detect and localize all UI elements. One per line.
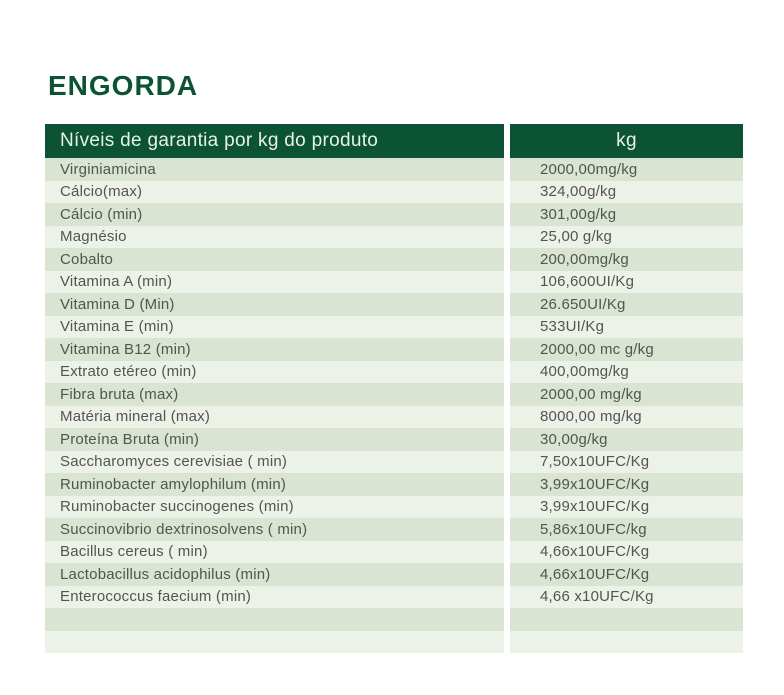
row-guarantee-value: 106,600UI/Kg (510, 271, 743, 294)
row-nutrient-label: Virginiamicina (45, 158, 504, 181)
row-nutrient-label: Fibra bruta (max) (45, 383, 504, 406)
row-guarantee-value: 4,66 x10UFC/Kg (510, 586, 743, 609)
row-guarantee-value: 4,66x10UFC/Kg (510, 563, 743, 586)
row-guarantee-value: 2000,00mg/kg (510, 158, 743, 181)
table-body (45, 158, 743, 653)
page-title: ENGORDA (48, 70, 199, 101)
table-row (45, 361, 743, 384)
row-nutrient-label: Saccharomyces cerevisiae ( min) (45, 451, 504, 474)
row-guarantee-value: 8000,00 mg/kg (510, 406, 743, 429)
row-nutrient-label: Proteína Bruta (min) (45, 428, 504, 451)
row-guarantee-value: 2000,00 mg/kg (510, 383, 743, 406)
row-nutrient-label: Bacillus cereus ( min) (45, 541, 504, 564)
row-nutrient-label: Ruminobacter amylophilum (min) (45, 473, 504, 496)
row-nutrient-label: Extrato etéreo (min) (45, 361, 504, 384)
table-row (45, 608, 743, 631)
row-nutrient-label: Enterococcus faecium (min) (45, 586, 504, 609)
row-nutrient-label: Vitamina B12 (min) (45, 338, 504, 361)
table-row (45, 496, 743, 519)
table-row (45, 563, 743, 586)
row-guarantee-value: 200,00mg/kg (510, 248, 743, 271)
row-guarantee-value: 26.650UI/Kg (510, 293, 743, 316)
table-row (45, 518, 743, 541)
header-guarantee-label: Níveis de garantia por kg do produto (45, 124, 504, 158)
table-row (45, 473, 743, 496)
table-row (45, 226, 743, 249)
table-row (45, 158, 743, 181)
row-guarantee-value: 30,00g/kg (510, 428, 743, 451)
row-guarantee-value: 533UI/Kg (510, 316, 743, 339)
row-nutrient-label: Vitamina A (min) (45, 271, 504, 294)
row-nutrient-label (45, 608, 504, 631)
row-guarantee-value (510, 608, 743, 631)
table-row (45, 293, 743, 316)
guarantee-table (45, 124, 743, 653)
row-guarantee-value: 4,66x10UFC/Kg (510, 541, 743, 564)
row-nutrient-label: Vitamina E (min) (45, 316, 504, 339)
row-nutrient-label (45, 631, 504, 654)
row-guarantee-value: 3,99x10UFC/Kg (510, 496, 743, 519)
row-guarantee-value: 400,00mg/kg (510, 361, 743, 384)
table-row (45, 631, 743, 654)
table-header-row (45, 124, 743, 158)
row-nutrient-label: Magnésio (45, 226, 504, 249)
row-guarantee-value: 3,99x10UFC/Kg (510, 473, 743, 496)
row-nutrient-label: Matéria mineral (max) (45, 406, 504, 429)
row-nutrient-label: Ruminobacter succinogenes (min) (45, 496, 504, 519)
row-guarantee-value: 25,00 g/kg (510, 226, 743, 249)
row-guarantee-value (510, 631, 743, 654)
table-row (45, 451, 743, 474)
row-nutrient-label: Lactobacillus acidophilus (min) (45, 563, 504, 586)
table-row (45, 271, 743, 294)
row-nutrient-label: Vitamina D (Min) (45, 293, 504, 316)
table-row (45, 338, 743, 361)
table-row (45, 541, 743, 564)
table-row (45, 203, 743, 226)
table-row (45, 428, 743, 451)
row-guarantee-value: 7,50x10UFC/Kg (510, 451, 743, 474)
row-nutrient-label: Succinovibrio dextrinosolvens ( min) (45, 518, 504, 541)
row-guarantee-value: 5,86x10UFC/kg (510, 518, 743, 541)
table-row (45, 383, 743, 406)
table-row (45, 406, 743, 429)
row-nutrient-label: Cálcio (min) (45, 203, 504, 226)
table-row (45, 586, 743, 609)
header-unit-label: kg (510, 124, 743, 158)
row-guarantee-value: 324,00g/kg (510, 181, 743, 204)
table-row (45, 316, 743, 339)
row-nutrient-label: Cobalto (45, 248, 504, 271)
table-row (45, 181, 743, 204)
row-nutrient-label: Cálcio(max) (45, 181, 504, 204)
row-guarantee-value: 301,00g/kg (510, 203, 743, 226)
table-row (45, 248, 743, 271)
row-guarantee-value: 2000,00 mc g/kg (510, 338, 743, 361)
